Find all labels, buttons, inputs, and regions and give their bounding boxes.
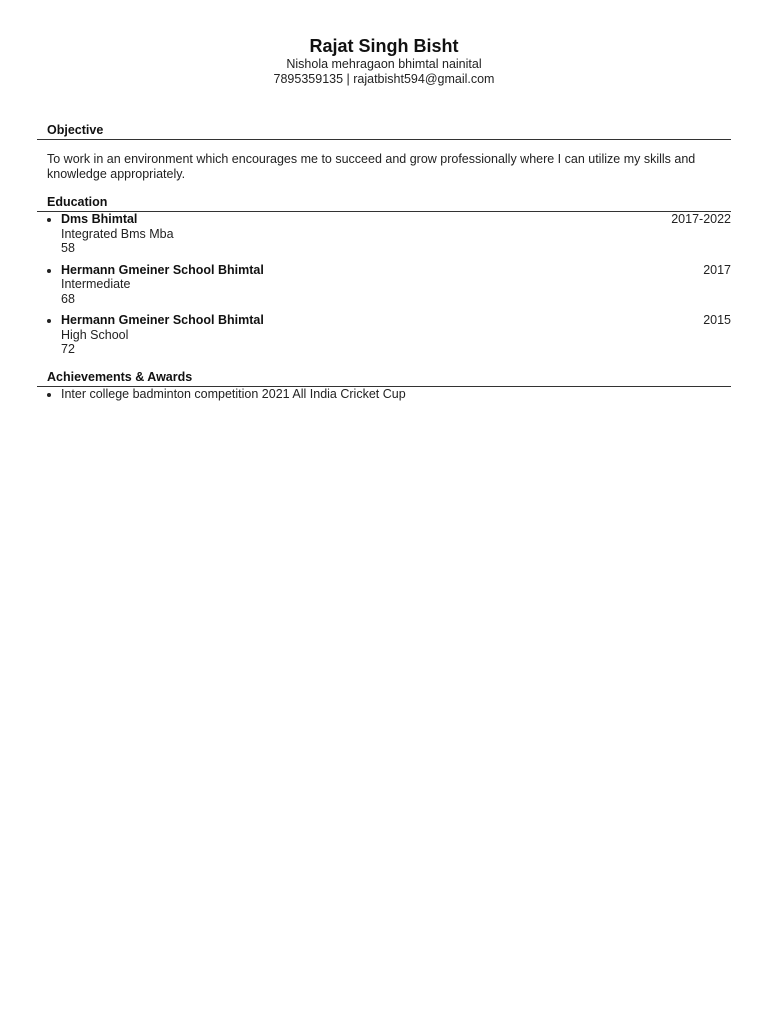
awards-section [37,370,731,402]
objective-text: To work in an environment which encourages me to succeed and grow professionally where I can utilize my skills and knowledge appropriately. [47,152,696,181]
candidate-contact: 7895359135 | rajatbisht594@gmail.com [273,71,495,86]
education-row [61,212,731,227]
candidate-name: Rajat Singh Bisht [309,36,459,56]
institution-name: Hermann Gmeiner School Bhimtal [61,313,264,327]
education-item [37,313,731,357]
education-degree: Intermediate [61,277,131,291]
education-section [37,195,731,357]
awards-heading: Achievements & Awards [37,370,731,387]
education-years: 2017 [703,262,731,277]
education-row [61,313,731,328]
education-heading: Education [37,195,731,212]
education-list [37,212,731,357]
institution-name: Dms Bhimtal [61,212,138,226]
education-score: 58 [61,241,75,255]
bullet-icon [47,269,51,273]
awards-list [37,387,731,402]
education-years: 2015 [703,313,731,327]
education-item [37,263,731,307]
objective-section [37,123,731,181]
institution-name: Hermann Gmeiner School Bhimtal [61,262,264,277]
education-row [61,263,731,278]
objective-heading: Objective [37,123,731,140]
award-text: Inter college badminton competition 2021 All India Cricket Cup [61,386,406,401]
education-score: 72 [61,342,75,356]
award-item [37,387,731,402]
education-degree: High School [61,327,129,342]
education-item [37,212,731,256]
education-score: 68 [61,291,75,306]
bullet-icon [47,393,51,397]
bullet-icon [47,319,51,323]
education-years: 2017-2022 [671,212,731,226]
resume-header [37,0,731,86]
education-degree: Integrated Bms Mba [61,226,174,241]
bullet-icon [47,218,51,222]
candidate-address: Nishola mehragaon bhimtal nainital [286,57,482,71]
